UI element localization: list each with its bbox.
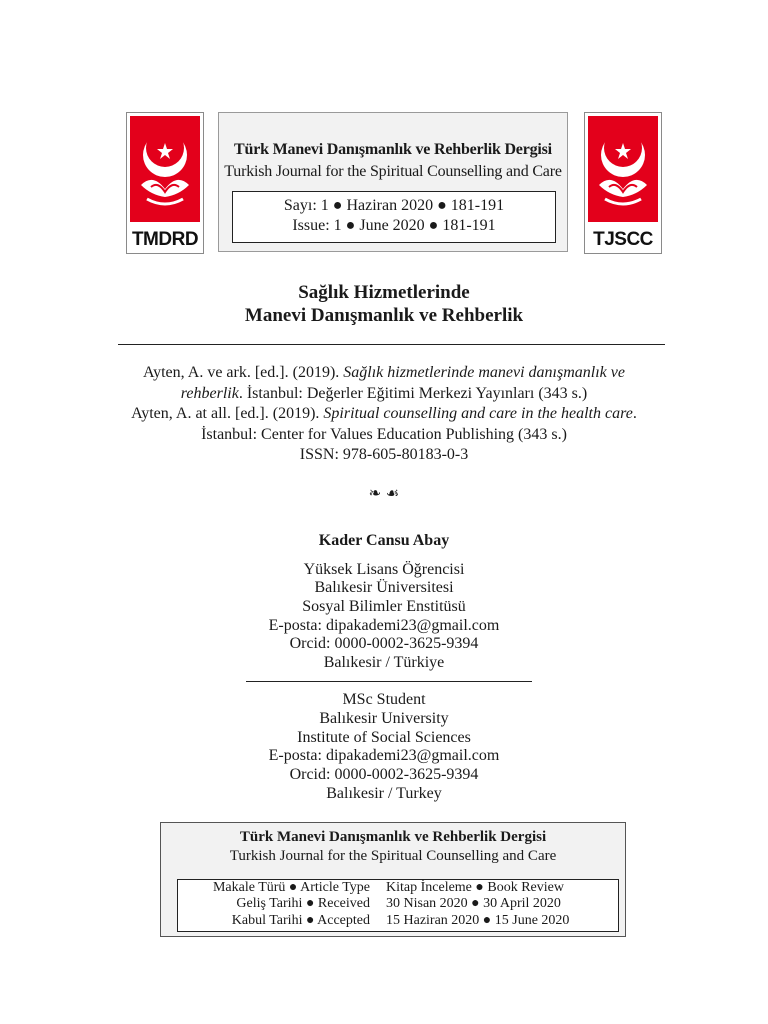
tmdrd-logo	[126, 112, 204, 254]
author-tr-line: Sosyal Bilimler Enstitüsü	[302, 598, 466, 615]
article-info-box	[160, 822, 626, 937]
issue-tr: Sayı: 1 ● Haziran 2020 ● 181-191	[283, 197, 505, 214]
title-divider	[118, 344, 665, 345]
issue-en: Issue: 1 ● June 2020 ● 181-191	[292, 217, 496, 234]
citation-tr-line2	[0, 385, 768, 403]
tjscc-logo	[584, 112, 662, 254]
author-tr-line: Yüksek Lisans Öğrencisi	[303, 561, 465, 578]
info-value: Kitap İnceleme ● Book Review	[386, 880, 564, 895]
logo-label: TJSCC	[593, 229, 653, 250]
citation-text: .	[632, 405, 637, 422]
author-en-line: Balıkesir University	[319, 710, 449, 727]
footer-journal-title-en: Turkish Journal for the Spiritual Counselling and Care	[229, 848, 557, 864]
citation-text: Ayten, A. at all. [ed.]. (2019).	[131, 405, 324, 422]
issue-box	[232, 191, 556, 243]
author-orcid-tr: Orcid: 0000-0002-3625-9394	[289, 635, 479, 652]
info-value: 30 Nisan 2020 ● 30 April 2020	[386, 896, 561, 911]
journal-title-en: Turkish Journal for the Spiritual Counselling and Care	[224, 163, 562, 180]
author-tr-line: Balıkesir / Türkiye	[323, 654, 445, 671]
citation-tr-line1	[0, 364, 768, 382]
author-name: Kader Cansu Abay	[318, 532, 450, 549]
crescent-star-tulip-icon	[127, 113, 203, 225]
citation-book-title: Sağlık hizmetlerinde manevi danışmanlık ve	[343, 364, 625, 381]
author-tr-line: Balıkesir Üniversitesi	[314, 579, 454, 596]
logo-label: TMDRD	[131, 229, 199, 250]
citation-book-title: rehberlik	[180, 385, 239, 402]
article-title-line2: Manevi Danışmanlık ve Rehberlik	[244, 305, 524, 326]
citation-text: . İstanbul: Değerler Eğitimi Merkezi Yayınları (343 s.)	[238, 385, 588, 402]
issn: ISSN: 978-605-80183-0-3	[299, 446, 469, 463]
info-label: Kabul Tarihi ● Accepted	[231, 913, 370, 928]
author-en-line: Institute of Social Sciences	[297, 729, 471, 746]
footer-journal-title-tr: Türk Manevi Danışmanlık ve Rehberlik Dergisi	[239, 829, 547, 845]
citation-en-line2: İstanbul: Center for Values Education Publishing (343 s.)	[201, 426, 567, 443]
article-info-table	[177, 879, 619, 932]
author-en-line: MSc Student	[342, 691, 426, 708]
citation-en-line1	[0, 405, 768, 423]
article-title-line1: Sağlık Hizmetlerinde	[298, 282, 470, 303]
citation-book-title: Spiritual counselling and care in the health care	[323, 405, 633, 422]
info-label: Makale Türü ● Article Type	[212, 880, 370, 895]
author-divider	[246, 681, 532, 682]
author-orcid-en: Orcid: 0000-0002-3625-9394	[289, 766, 479, 783]
author-email-tr: E-posta: dipakademi23@gmail.com	[268, 617, 500, 634]
journal-header	[218, 112, 568, 252]
citation-text: Ayten, A. ve ark. [ed.]. (2019).	[143, 364, 344, 381]
fleuron-ornament-icon: ❧ ☙	[368, 484, 400, 502]
author-en-line: Balıkesir / Turkey	[326, 785, 442, 802]
author-email-en: E-posta: dipakademi23@gmail.com	[268, 747, 500, 764]
info-value: 15 Haziran 2020 ● 15 June 2020	[386, 913, 570, 928]
crescent-star-tulip-icon	[585, 113, 661, 225]
journal-title-tr: Türk Manevi Danışmanlık ve Rehberlik Dergisi	[234, 141, 552, 158]
info-label: Geliş Tarihi ● Received	[236, 896, 370, 911]
